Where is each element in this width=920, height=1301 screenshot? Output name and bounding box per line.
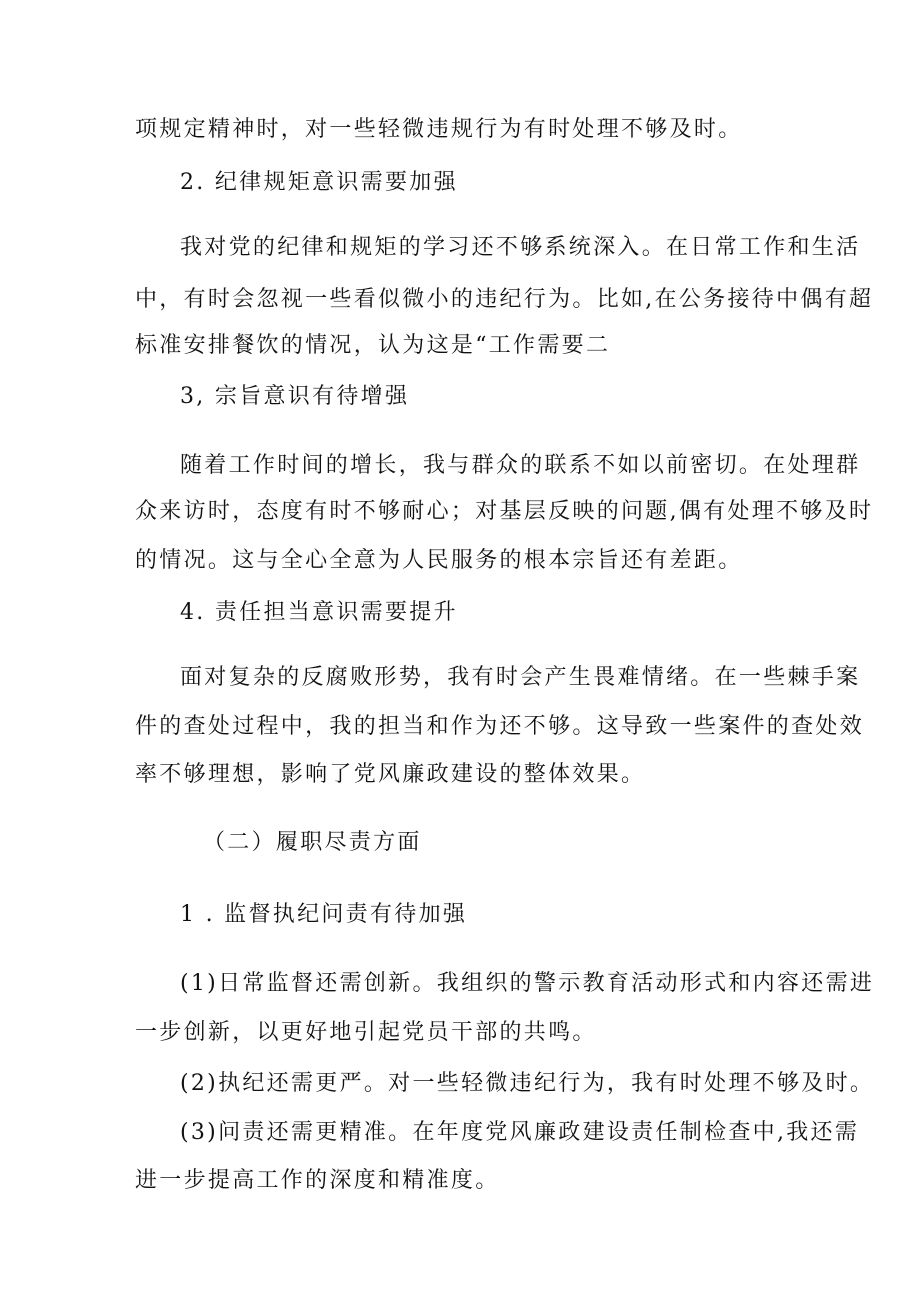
paragraph-line: (1)日常监督还需创新。我组织的警示教育活动形式和内容还需进 — [180, 971, 875, 996]
paragraph-line: 的情况。这与全心全意为人民服务的根本宗旨还有差距。 — [135, 548, 743, 573]
paragraph-line: 率不够理想，影响了党风廉政建设的整体效果。 — [135, 762, 646, 787]
paragraph-line: 一步创新，以更好地引起党员干部的共鸣。 — [135, 1020, 597, 1045]
subheading-discipline-awareness: 2. 纪律规矩意识需要加强 — [180, 170, 458, 195]
paragraph-line: 我对党的纪律和规矩的学习还不够系统深入。在日常工作和生活 — [180, 235, 861, 260]
subheading-supervision: 1 . 监督执纪问责有待加强 — [180, 902, 468, 927]
section-heading-duty-performance: （二）履职尽责方面 — [203, 830, 422, 855]
paragraph-line: 项规定精神时，对一些轻微违规行为有时处理不够及时。 — [135, 117, 743, 142]
paragraph-line: 进一步提高工作的深度和精准度。 — [135, 1168, 500, 1193]
paragraph-line: (3)问责还需更精准。在年度党风廉政建设责任制检查中,我还需 — [180, 1120, 860, 1145]
paragraph-line: 标准安排餐饮的情况，认为这是“工作需要二 — [135, 333, 611, 358]
subheading-responsibility-awareness: 4. 责任担当意识需要提升 — [180, 600, 458, 625]
paragraph-line: 随着工作时间的增长，我与群众的联系不如以前密切。在处理群 — [180, 453, 861, 478]
paragraph-line: (2)执纪还需更严。对一些轻微违纪行为，我有时处理不够及时。 — [180, 1071, 875, 1096]
paragraph-line: 众来访时，态度有时不够耐心；对基层反映的问题,偶有处理不够及时 — [135, 499, 874, 524]
paragraph-line: 件的查处过程中，我的担当和作为还不够。这导致一些案件的查处效 — [135, 714, 865, 739]
paragraph-line: 面对复杂的反腐败形势，我有时会产生畏难情绪。在一些棘手案 — [180, 665, 861, 690]
subheading-purpose-awareness: 3, 宗旨意识有待增强 — [180, 384, 410, 409]
paragraph-line: 中，有时会忽视一些看似微小的违纪行为。比如,在公务接待中偶有超 — [135, 287, 874, 312]
